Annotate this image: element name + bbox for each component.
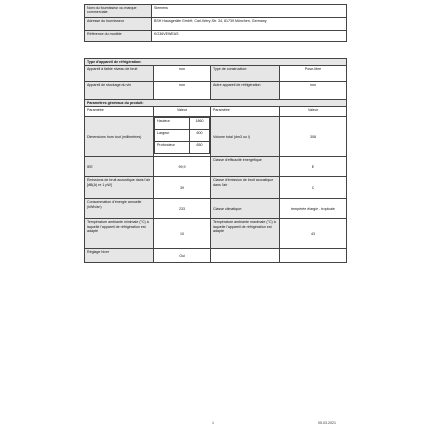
- max-temp-value: 43: [280, 219, 347, 249]
- page-number: 1: [212, 421, 214, 425]
- other-appliance-value: non: [280, 82, 347, 100]
- col-value-2: Valeur: [280, 107, 347, 117]
- noise-class-value: C: [280, 177, 347, 199]
- dimensions-cell: [154, 117, 211, 157]
- col-param-2: Paramètre: [211, 107, 280, 117]
- low-noise-label: Appareil à faible niveau de bruit: [85, 66, 154, 82]
- eei-value: 99,9: [154, 157, 211, 177]
- consumption-value: 233: [154, 199, 211, 219]
- wine-storage-value: non: [154, 82, 211, 100]
- depth-value: 650: [190, 142, 210, 154]
- depth-label: Profondeur: [155, 142, 190, 154]
- width-label: Largeur: [155, 130, 190, 142]
- low-noise-value: non: [154, 66, 211, 82]
- parameters-table: [84, 58, 347, 263]
- noise-value: 39: [154, 177, 211, 199]
- empty-cell-2: [280, 249, 347, 263]
- volume-label: Volume total (dm3 ou l): [211, 117, 280, 157]
- address-label: Adresse du fournisseur: [85, 18, 152, 31]
- eei-label: IEE: [85, 157, 154, 177]
- footer-date: 05.03.2021: [318, 421, 336, 425]
- col-value-1: Valeur: [154, 107, 211, 117]
- min-temp-label: Température ambiante minimale (°C) à laquelle l'appareil de réfrigération est adapté: [85, 219, 154, 249]
- dimensions-label: Dimensions hors tout (millimètres): [85, 117, 154, 157]
- type-section-title: Type d'appareil de réfrigération:: [85, 59, 347, 66]
- model-value: KG36VEWEAS: [152, 31, 347, 42]
- supplier-value: Siemens: [152, 5, 347, 18]
- model-label: Référence du modèle:: [85, 31, 152, 42]
- other-appliance-label: Autre appareil de réfrigération: [211, 82, 280, 100]
- volume-value: 308: [280, 117, 347, 157]
- height-label: Hauteur: [155, 118, 190, 130]
- height-value: 1860: [190, 118, 210, 130]
- dimensions-table: [154, 117, 210, 154]
- climate-value: tempérée élargie - tropicale: [280, 199, 347, 219]
- min-temp-value: 10: [154, 219, 211, 249]
- climate-label: Classe climatique:: [211, 199, 280, 219]
- supplier-table: [84, 4, 347, 42]
- address-value: BSH Hausgeräte GmbH, Carl-Wery-Str. 34, 81739 München, Germany: [152, 18, 347, 31]
- max-temp-label: Température ambiante maximale (°C) à laquelle l'appareil de réfrigération est adapté: [211, 219, 280, 249]
- noise-label: Émissions de bruit acoustique dans l'air [dB(A) re 1 pW]: [85, 177, 154, 199]
- params-section-title: Paramètres généraux du produit:: [85, 100, 347, 107]
- winter-setting-label: Réglage hiver: [85, 249, 154, 263]
- energy-class-label: Classe d'efficacité énergétique: [211, 157, 280, 177]
- design-value: Pose-libre: [280, 66, 347, 82]
- supplier-label: Nom du fournisseur ou marque commerciale:: [85, 5, 152, 18]
- winter-setting-value: Oui: [154, 249, 211, 263]
- empty-cell-1: [211, 249, 280, 263]
- noise-class-label: Classe d'émission de bruit acoustique dans l'air: [211, 177, 280, 199]
- width-value: 600: [190, 130, 210, 142]
- col-param-1: Paramètre: [85, 107, 154, 117]
- wine-storage-label: Appareil de stockage du vin: [85, 82, 154, 100]
- consumption-label: Consommation d'énergie annuelle (kWh/an): [85, 199, 154, 219]
- design-label: Type de construction:: [211, 66, 280, 82]
- energy-class-value: E: [280, 157, 347, 177]
